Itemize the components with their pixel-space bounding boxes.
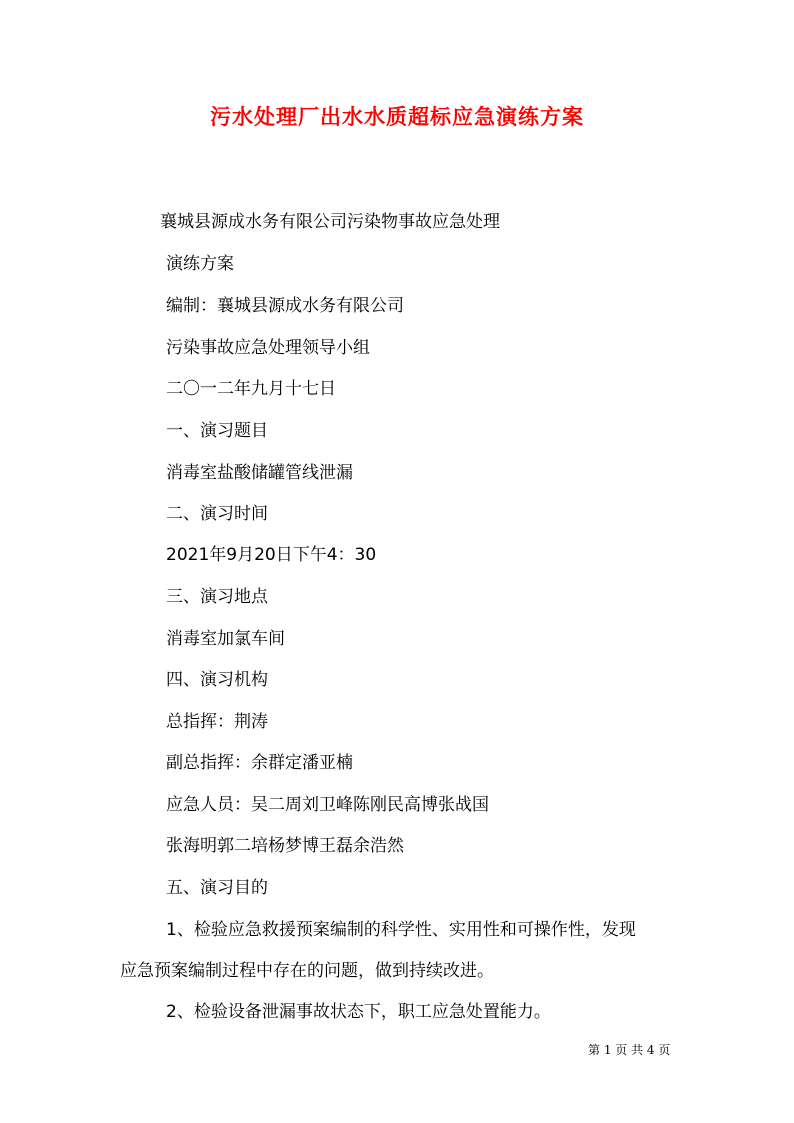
body-line-deputy-commander: 副总指挥：余群定潘亚楠 (166, 753, 353, 773)
document-title: 污水处理厂出水水质超标应急演练方案 (210, 104, 584, 129)
body-line-commander: 总指挥：荆涛 (166, 712, 268, 732)
body-line-date: 二〇一二年九月十七日 (166, 379, 336, 399)
section-heading-drill-location: 三、演习地点 (166, 587, 268, 607)
body-line-company-header: 襄城县源成水务有限公司污染物事故应急处理 (160, 212, 500, 232)
body-line-emergency-personnel-cont: 张海明郭二培杨梦博王磊余浩然 (166, 836, 404, 856)
body-line-purpose-2: 2、检验设备泄漏事故状态下，职工应急处置能力。 (166, 1002, 551, 1022)
body-line-leadership-group: 污染事故应急处理领导小组 (166, 338, 370, 358)
section-heading-drill-organization: 四、演习机构 (166, 670, 268, 690)
page-footer: 第 1 页 共 4 页 (588, 1043, 671, 1057)
body-line-purpose-1-cont: 应急预案编制过程中存在的问题，做到持续改进。 (120, 961, 494, 981)
body-line-drill-time: 2021年9月20日下午4：30 (166, 545, 377, 565)
body-line-emergency-personnel: 应急人员：吴二周刘卫峰陈刚民高博张战国 (166, 795, 489, 815)
section-heading-drill-time: 二、演习时间 (166, 504, 268, 524)
body-line-purpose-1: 1、检验应急救援预案编制的科学性、实用性和可操作性，发现 (166, 920, 636, 940)
body-line-drill-topic: 消毒室盐酸储罐管线泄漏 (166, 463, 353, 483)
body-line-plan-label: 演练方案 (166, 254, 234, 274)
section-heading-drill-topic: 一、演习题目 (166, 421, 268, 441)
body-line-compiler: 编制：襄城县源成水务有限公司 (166, 296, 404, 316)
body-line-drill-location: 消毒室加氯车间 (166, 629, 285, 649)
section-heading-drill-purpose: 五、演习目的 (166, 878, 268, 898)
